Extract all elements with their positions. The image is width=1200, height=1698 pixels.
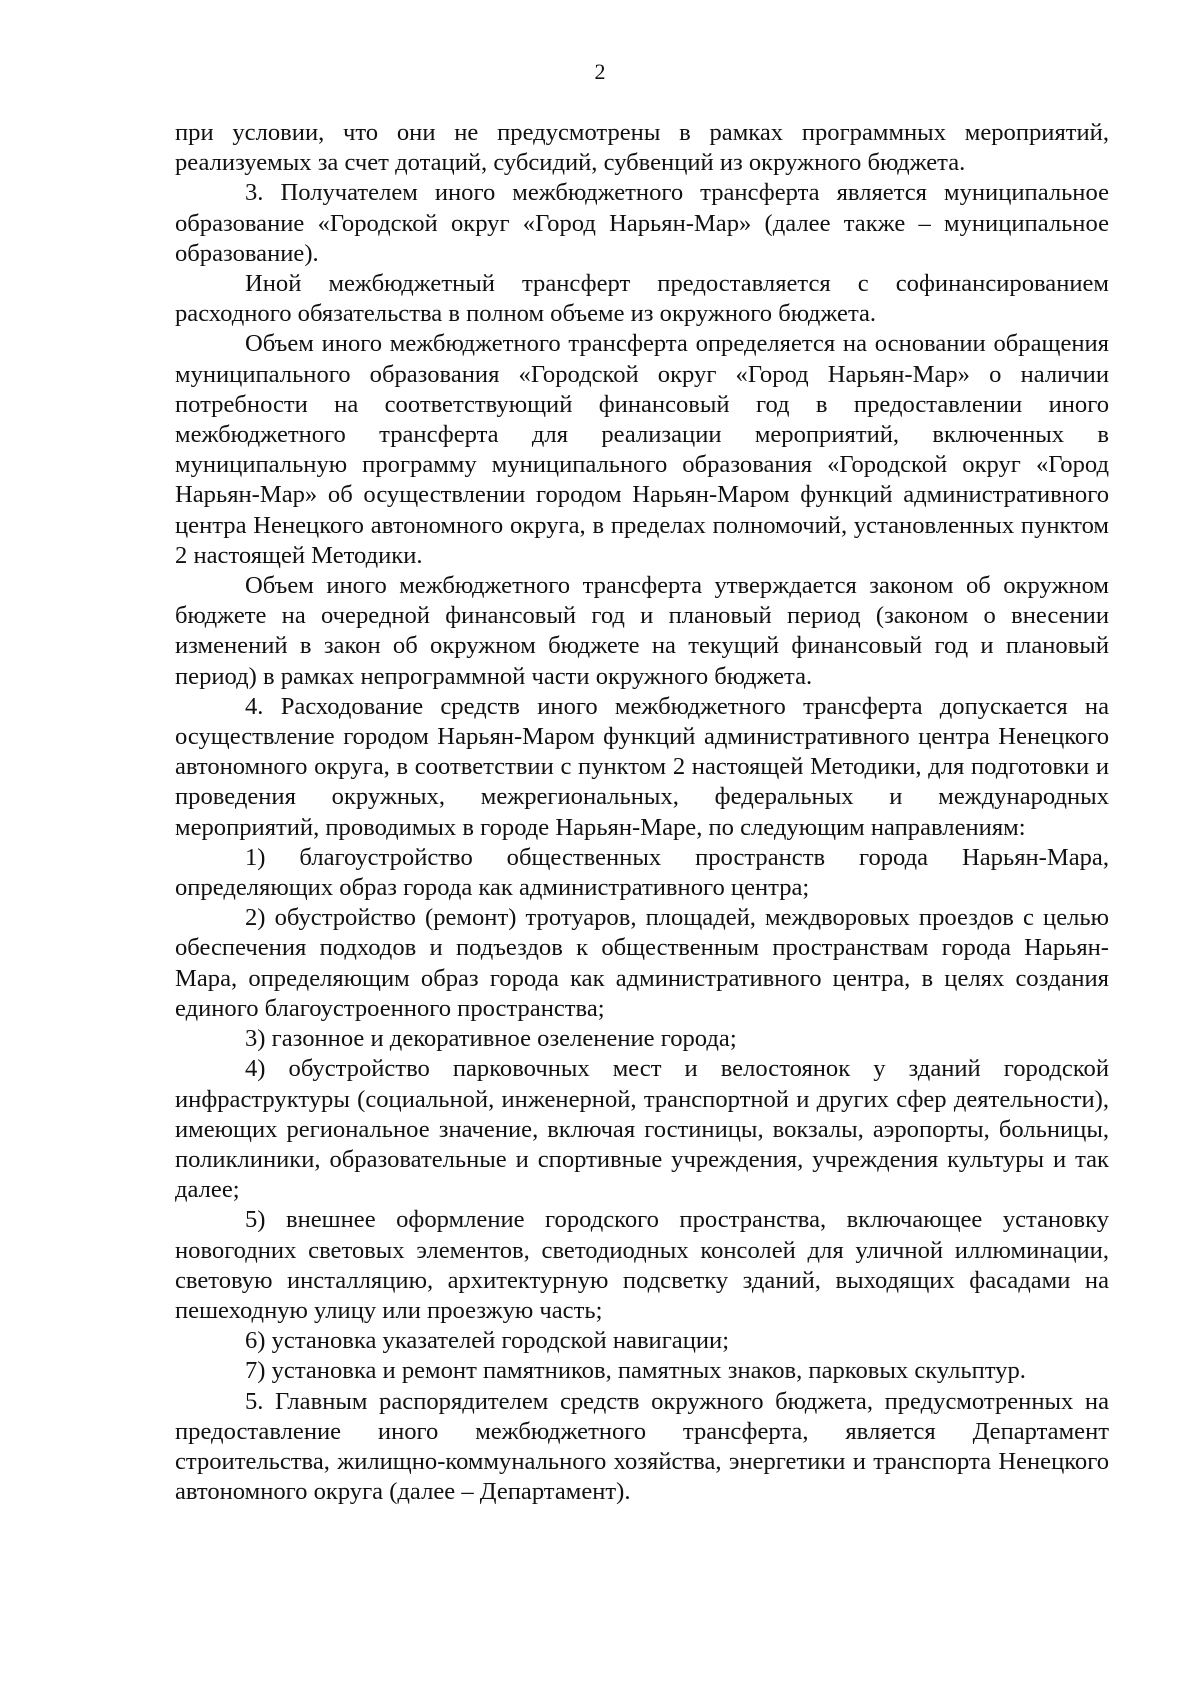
paragraph-item-4: 4. Расходование средств иного межбюджетного трансферта допускается на осуществление городом Нарьян-Маром функций административного центра Ненецкого автономного округа, в соответствии с пунктом 2 настоящей Методики, для подготовки и проведения окружных, межрегиональных, федеральных и международных мероприятий, проводимых в городе Нарьян-Маре, по следующим направлениям: — [175, 692, 1109, 841]
paragraph-volume-approval: Объем иного межбюджетного трансферта утверждается законом об окружном бюджете на очередной финансовый год и плановый период (законом о внесении изменений в закон об окружном бюджете на текущий финансовый год и плановый период) в рамках непрограммной части окружного бюджета. — [175, 572, 1109, 690]
paragraph-volume-determination: Объем иного межбюджетного трансферта определяется на основании обращения муниципального образования «Городской округ «Город Нарьян-Мар» о наличии потребности на соответствующий финансовый год в предоставлении иного межбюджетного трансферта для реализации мероприятий, включенных в муниципальную программу муниципального образования «Городской округ «Город Нарьян-Мар» об осуществлении городом Нарьян-Маром функций административного центра Ненецкого автономного округа, в пределах полномочий, установленных пунктом 2 настоящей Методики. — [175, 330, 1109, 569]
paragraph-item-5: 5. Главным распорядителем средств окружного бюджета, предусмотренных на предоставление иного межбюджетного трансферта, является Департамент строительства, жилищно-коммунального хозяйства, энергетики и транспорта Ненецкого автономного округа (далее – Департамент). — [175, 1387, 1109, 1506]
list-item-2: 2) обустройство (ремонт) тротуаров, площадей, междворовых проездов с целью обеспечения подходов и подъездов к общественным пространствам города Нарьян-Мара, определяющим образ города как административного центра, в целях создания единого благоустроенного пространства; — [175, 904, 1109, 1022]
list-item-7: 7) установка и ремонт памятников, памятных знаков, парковых скульптур. — [245, 1357, 1026, 1385]
paragraph-continuation: при условии, что они не предусмотрены в рамках программных мероприятий, реализуемых за счет дотаций, субсидий, субвенций из окружного бюджета. — [175, 119, 1109, 177]
list-item-1: 1) благоустройство общественных пространств города Нарьян-Мара, определяющих образ города как административного центра; — [175, 843, 1109, 902]
list-item-6: 6) установка указателей городской навигации; — [245, 1327, 730, 1355]
list-item-4: 4) обустройство парковочных мест и велостоянок у зданий городской инфраструктуры (социальной, инженерной, транспортной и других сфер деятельности), имеющих региональное значение, включая гостиницы, вокзалы, аэропорты, больницы, поликлиники, образовательные и спортивные учреждения, учреждения культуры и так далее; — [175, 1055, 1109, 1204]
list-item-5: 5) внешнее оформление городского пространства, включающее установку новогодних световых элементов, светодиодных консолей для уличной иллюминации, световую инсталляцию, архитектурную подсветку зданий, выходящих фасадами на пешеходную улицу или проезжую часть; — [175, 1206, 1109, 1324]
list-item-3: 3) газонное и декоративное озеленение города; — [245, 1025, 737, 1053]
paragraph-item-3: 3. Получателем иного межбюджетного трансферта является муниципальное образование «Городской округ «Город Нарьян-Мар» (далее также – муниципальное образование). — [175, 179, 1109, 267]
paragraph-cofinancing: Иной межбюджетный трансферт предоставляется с софинансированием расходного обязательства в полном объеме из окружного бюджета. — [175, 270, 1109, 328]
document-body — [175, 118, 1109, 1507]
page-number: 2 — [594, 59, 606, 84]
